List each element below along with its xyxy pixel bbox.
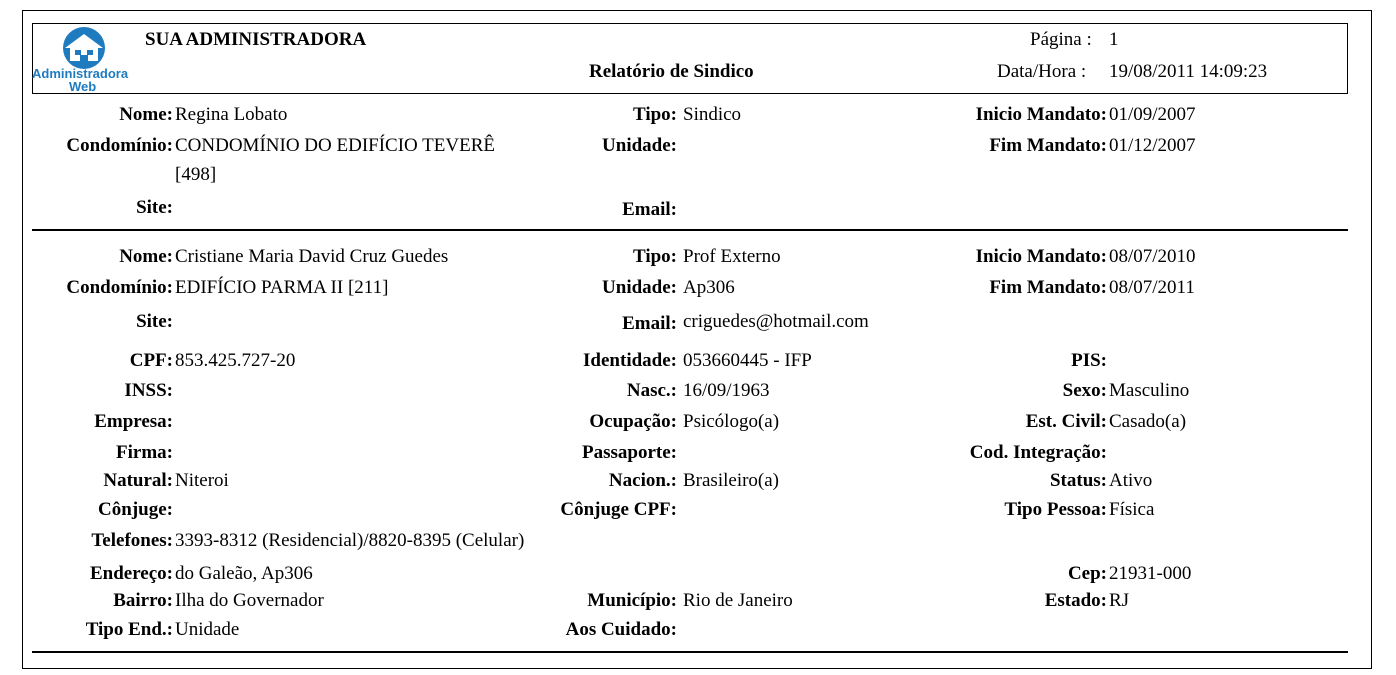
tipo-value: Prof Externo (683, 246, 781, 267)
condominio-label: Condomínio: (66, 277, 173, 298)
telefones-label: Telefones: (91, 530, 173, 551)
company-name: SUA ADMINISTRADORA (145, 29, 367, 50)
tipo-label: Tipo: (632, 104, 677, 125)
email-label: Email: (622, 199, 677, 220)
tipo-pessoa-value: Física (1109, 499, 1155, 520)
page-label: Página : (1030, 29, 1092, 50)
aos-cuidado-label: Aos Cuidado: (565, 619, 677, 640)
logo (34, 26, 136, 92)
bairro-label: Bairro: (113, 590, 173, 611)
bairro-value: Ilha do Governador (175, 590, 324, 611)
fim-mandato-label: Fim Mandato: (989, 135, 1107, 156)
unidade-value: Ap306 (683, 277, 735, 298)
conjuge-label: Cônjuge: (98, 499, 173, 520)
estado-value: RJ (1109, 590, 1130, 611)
unidade-label: Unidade: (602, 277, 677, 298)
cod-integracao-label: Cod. Integração: (969, 442, 1107, 463)
nacion-label: Nacion.: (608, 470, 677, 491)
nasc-label: Nasc.: (626, 380, 677, 401)
condominio-value: EDIFÍCIO PARMA II [211] (175, 277, 389, 298)
nome-value: Cristiane Maria David Cruz Guedes (175, 246, 449, 267)
empresa-label: Empresa: (94, 411, 173, 432)
nacion-value: Brasileiro(a) (683, 470, 780, 491)
inicio-mandato-value: 08/07/2010 (1109, 246, 1196, 267)
cep-value: 21931-000 (1109, 563, 1192, 584)
house-icon (34, 26, 136, 70)
site-label: Site: (136, 197, 173, 218)
firma-label: Firma: (116, 442, 173, 463)
tipo-end-label: Tipo End.: (85, 619, 173, 640)
record-divider (32, 651, 1348, 653)
logo-text-line1: Administradora (32, 66, 129, 81)
nasc-value: 16/09/1963 (683, 380, 770, 401)
sexo-label: Sexo: (1062, 380, 1107, 401)
nome-value: Regina Lobato (175, 104, 288, 125)
natural-label: Natural: (103, 470, 173, 491)
unidade-label: Unidade: (602, 135, 677, 156)
email-value: criguedes@hotmail.com (683, 311, 869, 332)
tipo-end-value: Unidade (175, 619, 240, 640)
condominio-label: Condomínio: (66, 135, 173, 156)
tipo-pessoa-label: Tipo Pessoa: (1004, 499, 1107, 520)
status-value: Ativo (1109, 470, 1153, 491)
passaporte-label: Passaporte: (582, 442, 677, 463)
tipo-label: Tipo: (632, 246, 677, 267)
inss-label: INSS: (124, 380, 173, 401)
logo-text-line2: Web (69, 79, 97, 94)
ocupacao-value: Psicólogo(a) (683, 411, 780, 432)
telefones-value: 3393-8312 (Residencial)/8820-8395 (Celular) (175, 530, 525, 551)
fim-mandato-value: 08/07/2011 (1109, 277, 1195, 298)
natural-value: Niteroi (175, 470, 229, 491)
est-civil-label: Est. Civil: (1025, 411, 1107, 432)
cpf-label: CPF: (129, 350, 173, 371)
inicio-mandato-label: Inicio Mandato: (975, 104, 1107, 125)
tipo-value: Sindico (683, 104, 742, 125)
report-title: Relatório de Sindico (589, 61, 754, 82)
inicio-mandato-label: Inicio Mandato: (975, 246, 1107, 267)
municipio-value: Rio de Janeiro (683, 590, 793, 611)
cpf-value: 853.425.727-20 (175, 350, 296, 371)
condominio-value-line1: CONDOMÍNIO DO EDIFÍCIO TEVERÊ (175, 135, 495, 156)
endereco-value: do Galeão, Ap306 (175, 563, 313, 584)
endereco-label: Endereço: (89, 563, 173, 584)
fim-mandato-value: 01/12/2007 (1109, 135, 1196, 156)
site-label: Site: (136, 311, 173, 332)
identidade-label: Identidade: (583, 350, 677, 371)
inicio-mandato-value: 01/09/2007 (1109, 104, 1196, 125)
email-label: Email: (622, 313, 677, 334)
pis-label: PIS: (1071, 350, 1107, 371)
municipio-label: Município: (587, 590, 677, 611)
identidade-value: 053660445 - IFP (683, 350, 812, 371)
datetime-value: 19/08/2011 14:09:23 (1109, 61, 1268, 82)
sexo-value: Masculino (1109, 380, 1190, 401)
page-number: 1 (1109, 29, 1119, 50)
cep-label: Cep: (1067, 563, 1107, 584)
condominio-value-line2: [498] (175, 164, 217, 185)
fim-mandato-label: Fim Mandato: (989, 277, 1107, 298)
est-civil-value: Casado(a) (1109, 411, 1187, 432)
nome-label: Nome: (119, 104, 173, 125)
conjuge-cpf-label: Cônjuge CPF: (560, 499, 677, 520)
status-label: Status: (1049, 470, 1107, 491)
record-divider (32, 229, 1348, 231)
nome-label: Nome: (119, 246, 173, 267)
ocupacao-label: Ocupação: (589, 411, 677, 432)
datetime-label: Data/Hora : (997, 61, 1087, 82)
estado-label: Estado: (1044, 590, 1107, 611)
